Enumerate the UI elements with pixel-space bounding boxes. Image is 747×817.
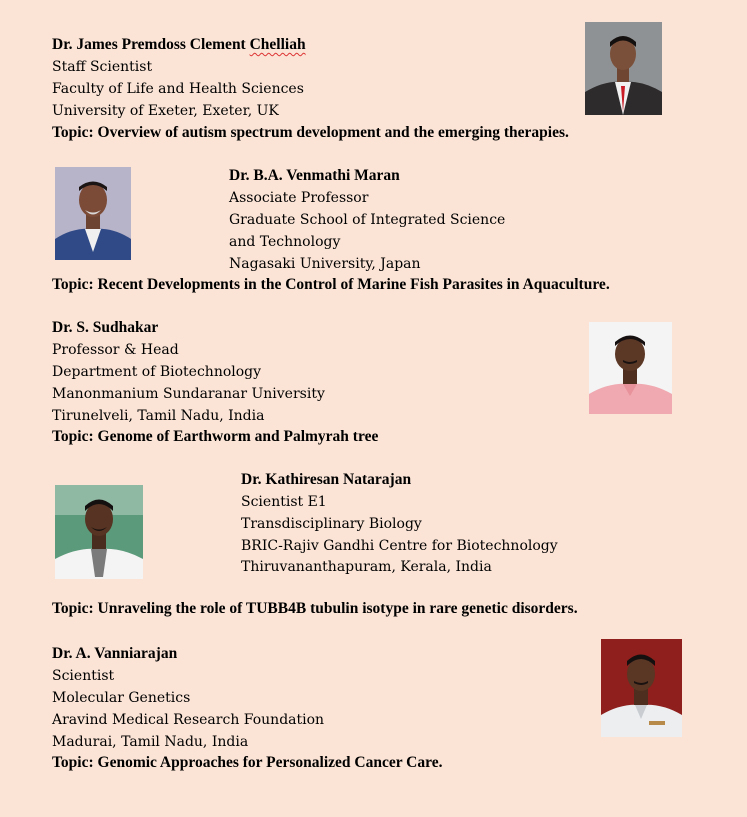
speaker-4-title: Scientist E1 [241, 494, 327, 510]
speaker-5-institution: Aravind Medical Research Foundation [52, 712, 325, 728]
speaker-1-photo [585, 22, 662, 115]
speaker-5-name: Dr. A. Vanniarajan [52, 645, 178, 662]
speaker-4-topic: Topic: Unraveling the role of TUBB4B tubulin isotype in rare genetic disorders. [52, 600, 578, 617]
speaker-1-title: Staff Scientist [52, 59, 153, 75]
speaker-4-institution: BRIC-Rajiv Gandhi Centre for Biotechnology [241, 538, 558, 554]
speaker-2-photo [55, 167, 131, 260]
speaker-2-title: Associate Professor [229, 190, 369, 206]
speaker-1-topic: Topic: Overview of autism spectrum development and the emerging therapies. [52, 124, 569, 141]
speaker-3-name: Dr. S. Sudhakar [52, 319, 159, 336]
speaker-5-photo [601, 639, 682, 737]
speaker-1-name: Dr. James Premdoss Clement Chelliah [52, 36, 306, 53]
speaker-5-title: Scientist [52, 668, 115, 684]
speaker-3-topic: Topic: Genome of Earthworm and Palmyrah tree [52, 428, 379, 445]
speaker-2-school: Graduate School of Integrated Science [229, 212, 506, 228]
speaker-2-topic: Topic: Recent Developments in the Control of Marine Fish Parasites in Aquaculture. [52, 276, 610, 293]
speaker-5-department: Molecular Genetics [52, 690, 191, 706]
speaker-4-photo [55, 485, 143, 579]
speaker-4-department: Transdisciplinary Biology [241, 516, 422, 532]
speaker-3-institution: Manonmanium Sundaranar University [52, 386, 325, 402]
speaker-4-location: Thiruvananthapuram, Kerala, India [241, 559, 492, 575]
speaker-1-department: Faculty of Life and Health Sciences [52, 81, 304, 97]
speaker-3-department: Department of Biotechnology [52, 364, 262, 380]
speaker-3-photo [589, 322, 672, 414]
speaker-2-name: Dr. B.A. Venmathi Maran [229, 167, 400, 184]
speaker-5-location: Madurai, Tamil Nadu, India [52, 734, 249, 750]
speaker-2-institution: Nagasaki University, Japan [229, 256, 421, 272]
speaker-2-school-cont: and Technology [229, 234, 341, 250]
speaker-5-topic: Topic: Genomic Approaches for Personalized Cancer Care. [52, 754, 443, 771]
speaker-4-name: Dr. Kathiresan Natarajan [241, 471, 412, 488]
speaker-3-title: Professor & Head [52, 342, 179, 358]
speaker-1-institution: University of Exeter, Exeter, UK [52, 103, 279, 119]
speaker-3-location: Tirunelveli, Tamil Nadu, India [52, 408, 265, 424]
